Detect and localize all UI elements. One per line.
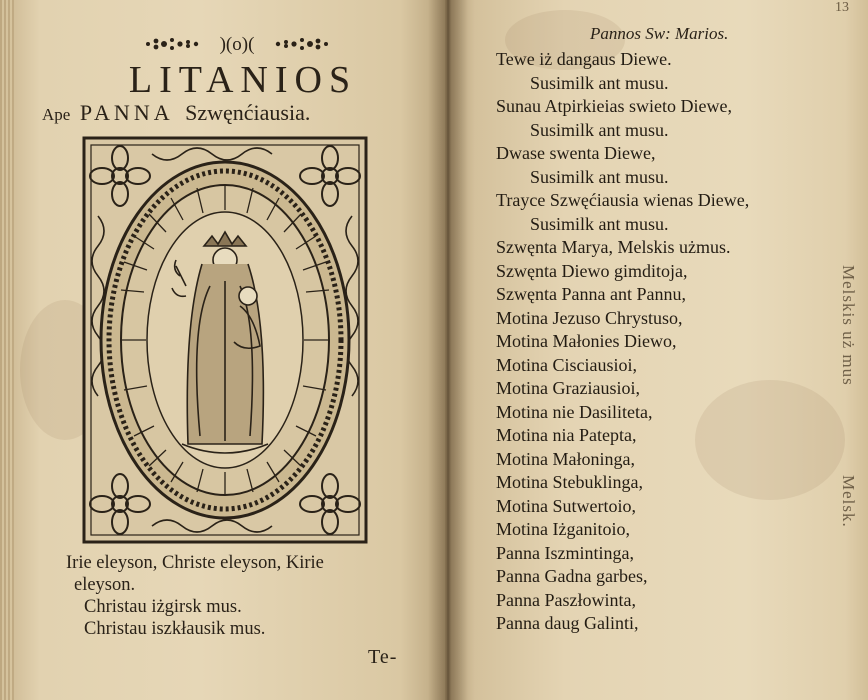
litany-line: Motina Sutwertoio, [496, 495, 636, 516]
litany-line: Susimilk ant musu. [530, 166, 669, 187]
litany-line: Szwęnta Marya, Melskis użmus. [496, 237, 731, 257]
kyrie-line: Irie eleyson, Christe eleyson, Kirie [66, 553, 324, 573]
kyrie-line: Christau iżgirsk mus. [84, 597, 242, 617]
page-edges [0, 0, 14, 700]
litany-line: Panna daug Galinti, [496, 613, 639, 633]
kyrie-block [66, 552, 436, 640]
litany-line: Panna Gadna garbes, [496, 566, 648, 586]
litany-line: Panna Iszmintinga, [496, 542, 634, 563]
litany-line: Szwęnta Diewo gimditoja, [496, 260, 688, 281]
litany-line: Motina nia Patepta, [496, 425, 637, 445]
title-ornament [142, 32, 332, 56]
book-gutter [428, 0, 468, 700]
madonna-woodcut-icon [82, 136, 368, 544]
litany-line: Motina Graziausioi, [496, 378, 640, 398]
litany-line: Motina Stebuklinga, [496, 472, 643, 492]
litany-line: Sunau Atpirkieias swieto Diewe, [496, 96, 732, 116]
litany-line: Szwęnta Panna ant Pannu, [496, 284, 686, 304]
subtitle-rest: Szwęnćiausia. [185, 100, 311, 125]
litany-line: Motina Małonies Diewo, [496, 331, 677, 351]
margin-note: Melskis uż mus [839, 265, 858, 386]
litany-line: Motina Małoninga, [496, 448, 635, 469]
litany-line: Panna Paszłowinta, [496, 589, 636, 610]
kyrie-line: Christau iszkłausik mus. [84, 619, 266, 639]
litany-line: Motina Cisciausioi, [496, 354, 637, 375]
litany-text [496, 48, 856, 636]
madonna-woodcut [82, 136, 368, 544]
litany-line: Susimilk ant musu. [530, 72, 669, 93]
catchword: Te- [368, 646, 398, 668]
ornament-icon [142, 32, 332, 56]
subtitle-prefix: Ape [42, 105, 71, 124]
litany-line: Tewe iż dangaus Diewe. [496, 49, 672, 69]
kyrie-line: eleyson. [74, 575, 136, 595]
subtitle-main: PANNA [79, 100, 174, 125]
litany-line: Trayce Szwęćiausia wienas Diewe, [496, 190, 750, 210]
litany-subtitle [42, 100, 412, 126]
litany-line: Susimilk ant musu. [530, 119, 669, 140]
litany-line: Motina Jezuso Chrystuso, [496, 307, 683, 328]
litany-title: LITANIOS [128, 59, 358, 101]
litany-line: Motina nie Dasiliteta, [496, 401, 653, 422]
ornament-center-text: )(o)( [219, 34, 255, 55]
page-number: 13 [835, 0, 849, 15]
litany-line: Susimilk ant musu. [530, 213, 669, 234]
running-head: Pannos Sw: Marios. [590, 24, 729, 43]
litany-line: Dwase swenta Diewe, [496, 143, 656, 163]
litany-line: Motina Iżganitoio, [496, 519, 630, 539]
margin-note: Melsk. [839, 475, 858, 528]
